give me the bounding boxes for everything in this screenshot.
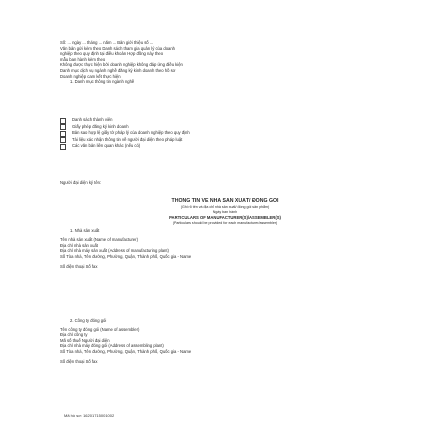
field-line: Số điện thoại Số fax	[60, 358, 98, 364]
field-line: Địa chỉ công ty	[60, 332, 88, 338]
field-line: Địa chỉ nhà sản xuất	[60, 242, 98, 248]
field-line: Mã số thuế Người đại diện	[60, 337, 110, 343]
intro-line: Không được thực hiện bởi doanh nghiệp không đáp ứng điều kiện	[60, 62, 183, 68]
assembler-section	[60, 318, 390, 364]
field-line: Địa chỉ nhà máy sản xuất (Address of manufacturing plant)	[60, 248, 169, 254]
checklist-item-label: Các văn bản liên quan khác (nếu có)	[72, 143, 141, 149]
intro-line: mẫu ban hành kèm theo	[60, 56, 106, 62]
intro-line: Doanh nghiệp cam kết thực hiện	[60, 73, 121, 79]
intro-line: Danh mục dịch vụ ngành nghề đăng ký kinh doanh theo hồ sơ	[60, 67, 176, 73]
checkbox-icon[interactable]	[60, 131, 66, 137]
field-line: Tên công ty đóng gói (Name of assembler)	[60, 326, 140, 332]
checkbox-icon[interactable]	[60, 144, 66, 150]
checkbox-icon[interactable]	[60, 137, 66, 143]
checklist-item-label: Giấy phép đăng ký kinh doanh	[72, 123, 129, 129]
checklist-item-label: Bản sao hợp lệ giấy tờ pháp lý của doanh nghiệp theo quy định	[72, 130, 190, 136]
section-subtitle: Ngày ban hành	[212, 210, 238, 214]
section-en-title: PARTICULARS OF MANUFACTURER(S)/ASSEMBLER(S)	[169, 215, 281, 220]
item-label: 2. Công ty đóng gói	[70, 318, 107, 323]
after-list-note	[60, 180, 390, 186]
intro-line: Văn bản gửi kèm theo Danh sách tham gia quản lý của doanh	[60, 45, 176, 51]
after-list-text: Người đại diện ký tên:	[60, 180, 102, 185]
item-label: 1. Nhà sản xuất	[70, 227, 100, 233]
checklist-item	[60, 124, 390, 131]
manufacturer-section	[60, 198, 390, 269]
document-footer: Mã hồ sơ: 16201715001002	[64, 413, 115, 418]
section-title: THÔNG TIN VỀ NHÀ SẢN XUẤT/ ĐÓNG GÓI	[171, 198, 279, 204]
section-en-subtitle: (Particulars should be provided for each manufacturer/assembler)	[172, 220, 278, 225]
checklist-item	[60, 143, 390, 150]
section-subtitle: (Ghi rõ tên và địa chỉ nhà sản xuất/ đóng gói sản phẩm)	[180, 205, 270, 209]
checkbox-icon[interactable]	[60, 124, 66, 130]
field-line: Số Tòa nhà, Tên đường, Phường, Quận, Thành phố, Quốc gia - Name	[60, 253, 192, 259]
field-line: Số điện thoại Số fax	[60, 263, 98, 269]
intro-line: nghiệp theo quy định tại điều khoản Hợp đồng này theo	[60, 51, 164, 57]
checklist	[60, 117, 390, 150]
checklist-item	[60, 137, 390, 144]
checklist-item-label: Tài liệu xác nhận thông tin về người đại diện theo pháp luật	[72, 136, 183, 142]
intro-block	[60, 40, 390, 85]
checklist-item	[60, 130, 390, 137]
field-line: Tên nhà sản xuất (Name of manufacturer)	[60, 237, 138, 243]
checklist-item	[60, 117, 390, 124]
field-line: Số Tòa nhà, Tên đường, Phường, Quận, Thành phố, Quốc gia - Name	[60, 348, 192, 354]
intro-line: Số: ... ngày ... tháng ... năm ... Bản giới thiệu số ...	[60, 40, 154, 45]
checklist-item-label: Danh sách thành viên	[72, 117, 113, 122]
checkbox-icon[interactable]	[60, 118, 66, 124]
field-line: Địa chỉ nhà máy đóng gói (Address of assembling plant)	[60, 343, 164, 349]
intro-line: 1. Danh mục thông tin ngành nghề	[70, 79, 135, 85]
